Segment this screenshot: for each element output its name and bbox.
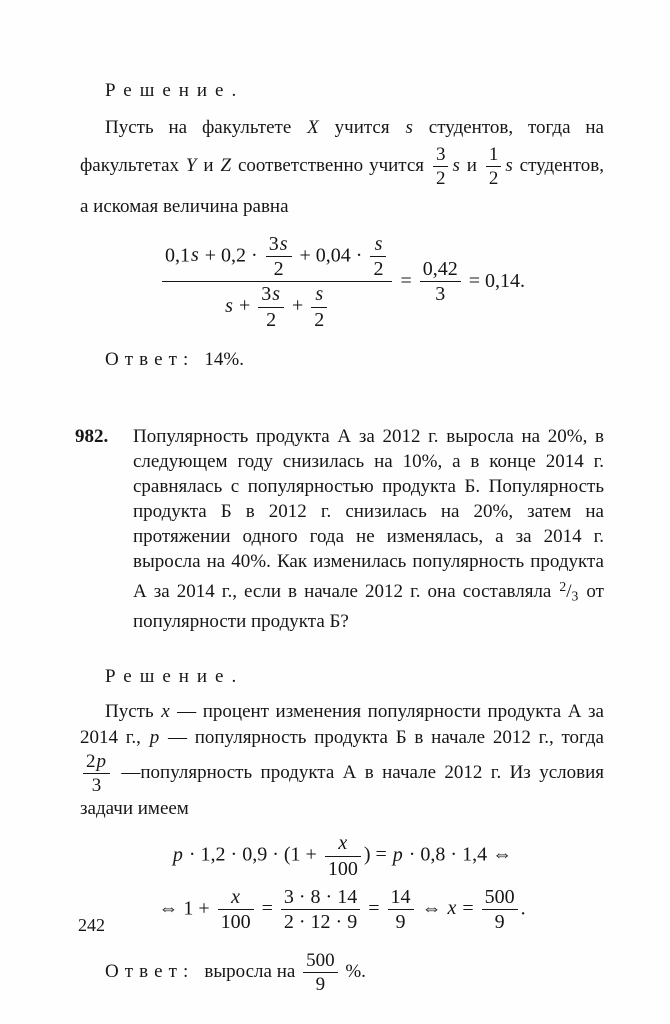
answer-value-1: 14%. [204, 349, 244, 371]
math-variable: s [374, 232, 383, 255]
fraction: $\frac{500}{9}$ [482, 886, 518, 934]
math-variable: Y [185, 155, 197, 177]
answer-value-2: выросла на $\frac{500}{9}$ %. [204, 949, 366, 995]
math-variable: x [338, 832, 348, 855]
formula-line-1: p · 1,2 · 0,9 · (1 + $\frac{x}{100}$ ) = p · 0,8 · 1,4 ⇔ [172, 832, 513, 880]
page-content [75, 78, 604, 995]
math-variable: x [447, 897, 457, 920]
solution-paragraph-1: Пусть на факультете X учится s студентов, тогда на факультетах Y и Z соответственно учится $\frac{3}{2}$ s и $\frac{1}{2}$ s студентов, а искомая величина равна [80, 117, 604, 217]
math-variable: s [452, 155, 460, 177]
formula-line-2: ⇔ 1 + $\frac{x}{100}$ = $\frac{3 \cdot 8 \cdot 14}{2 \cdot 12 \cdot 9}$ = $\frac{14}{9}$ ⇔ x = $\frac{500}{9}$ . [158, 885, 526, 934]
math-variable: s [505, 155, 513, 177]
math-variable: s [225, 294, 233, 317]
solution-paragraph-2: Пусть x — процент изменения популярности продукта А за 2014 г., p — популярность продукта Б в начале 2012 г., тогда $\frac{2p}{3}$ —популярность продукта А в начале 2012 г. Из условия задачи имеем [80, 700, 604, 820]
math-variable: p [392, 843, 403, 866]
math-variable: x [231, 885, 241, 908]
answer-line-1 [105, 347, 604, 372]
math-variable: s [315, 283, 324, 306]
solution-heading-2: Решение. [105, 665, 245, 687]
fraction: $\frac{x}{100}$ [325, 832, 361, 880]
fraction: $\frac{1}{2}$ [486, 144, 502, 190]
fraction: $\frac{0,42}{3}$ [420, 258, 461, 306]
fraction: 0,1s + 0,2 · $\frac{3s}{2}$ + 0,04 · $\frac{s}{2}$ s + $\frac{3s}{2}$ + $\frac{s}{2}$ [162, 233, 393, 332]
answer-label-1: Ответ: [105, 349, 195, 371]
fraction: $\frac{14}{9}$ [388, 886, 414, 934]
fraction: $\frac{3 \cdot 8 \cdot 14}{2 \cdot 12 \cdot 9}$ [281, 886, 360, 934]
answer-line-2 [105, 950, 604, 996]
problem-982 [75, 424, 604, 634]
fraction: $\frac{3s}{2}$ [266, 233, 292, 281]
display-formula-2 [80, 832, 604, 934]
math-variable: s [279, 232, 288, 255]
problem-number: 982. [75, 426, 109, 448]
fraction: $\frac{s}{2}$ [311, 283, 327, 331]
math-variable: x [161, 700, 170, 722]
problem-text: Популярность продукта А за 2012 г. выросла на 20%, в следующем году снизилась на 10%, а в конце 2014 г. сравнялась с популярностью продукта Б. Популярность продукта Б в 2012 г. снизилась на 20%, затем на протяжении одного года не изменялась, а за 2014 г. выросла на 40%. Как изменилась популярность продукта А за 2014 г., если в начале 2012 г. она составляла $^2/_3$ от популярности продукта Б? [133, 426, 604, 632]
page-number: 242 [78, 915, 105, 935]
math-variable: s [190, 244, 199, 267]
fraction: $\frac{x}{100}$ [218, 886, 254, 934]
solution-heading-1: Решение. [105, 80, 245, 101]
math-variable: s [405, 117, 413, 138]
math-variable: p [96, 750, 106, 772]
answer-label-2: Ответ: [105, 960, 195, 982]
math-variable: X [307, 117, 319, 138]
math-variable: p [172, 843, 183, 866]
math-variable: Z [220, 155, 232, 177]
slanted-fraction: $^2/_3$ [559, 579, 579, 604]
display-formula-1: 0,1s + 0,2 · $\frac{3s}{2}$ + 0,04 · $\frac{s}{2}$ s + $\frac{3s}{2}$ + $\frac{s}{2}$ = $\frac{0,42}{3}$ = 0,14. [80, 233, 604, 332]
fraction: $\frac{3s}{2}$ [258, 283, 284, 331]
fraction: $\frac{3}{2}$ [433, 144, 449, 190]
fraction: $\frac{500}{9}$ [303, 950, 338, 996]
fraction: $\frac{s}{2}$ [370, 233, 386, 281]
math-variable: s [272, 283, 281, 306]
fraction: $\frac{2p}{3}$ [83, 751, 110, 797]
math-variable: p [149, 726, 160, 748]
